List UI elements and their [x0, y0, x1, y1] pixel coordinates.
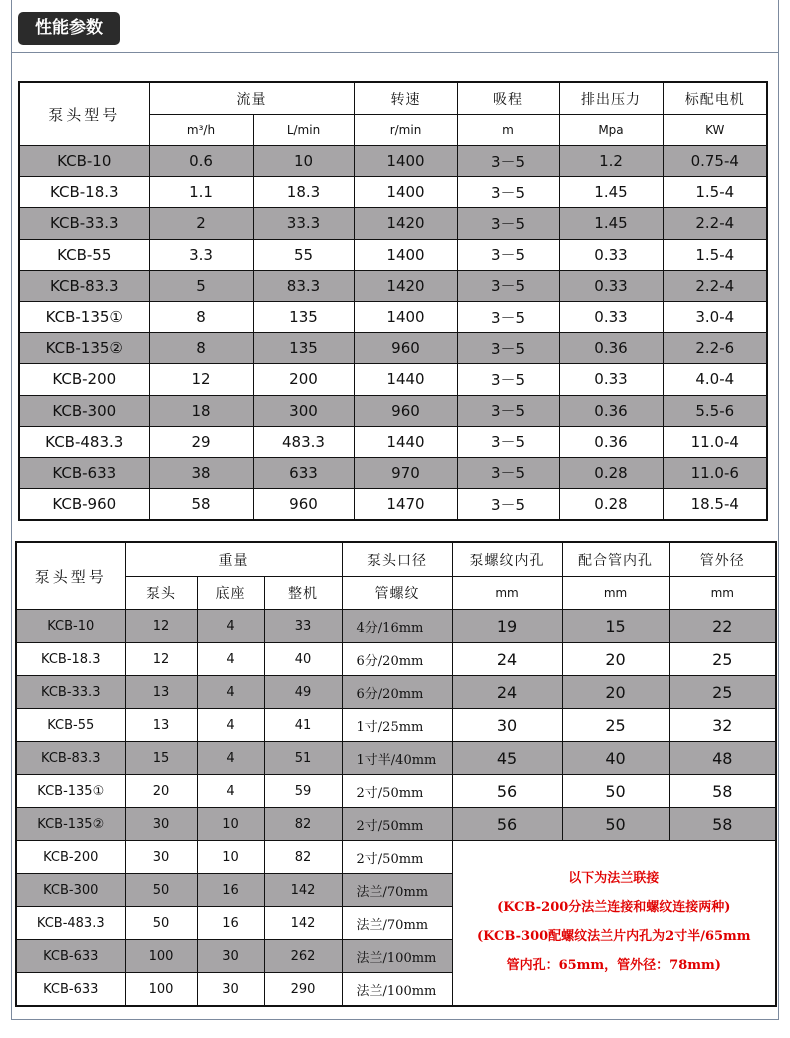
model-cell: KCB-55 — [19, 239, 149, 270]
table-row — [19, 364, 767, 395]
value-cell: 200 — [253, 364, 354, 395]
table-row — [19, 177, 767, 208]
value-cell: 300 — [253, 395, 354, 426]
value-cell: 1.1 — [149, 177, 253, 208]
value-cell: 1440 — [354, 426, 457, 457]
value-cell: 3－5 — [457, 239, 559, 270]
model-cell: KCB-483.3 — [16, 907, 125, 940]
model-cell: KCB-200 — [16, 841, 125, 874]
value-cell: 12 — [125, 610, 197, 643]
value-cell: 3－5 — [457, 364, 559, 395]
value-cell: 25 — [562, 709, 669, 742]
value-cell: 135 — [253, 301, 354, 332]
table-row — [19, 489, 767, 521]
value-cell: 1400 — [354, 146, 457, 177]
value-cell: 13 — [125, 709, 197, 742]
value-cell: 法兰/100mm — [342, 940, 452, 973]
value-cell: 30 — [197, 940, 264, 973]
header-pipe-od: 管外径 — [669, 542, 776, 577]
value-cell: 4 — [197, 709, 264, 742]
table-row — [19, 333, 767, 364]
model-cell: KCB-18.3 — [16, 643, 125, 676]
value-cell: 24 — [452, 676, 562, 709]
table-row — [16, 643, 776, 676]
value-cell: 58 — [669, 808, 776, 841]
table-row — [16, 775, 776, 808]
unit-cell: m — [457, 115, 559, 146]
value-cell: 4 — [197, 676, 264, 709]
header-model: 泵头型号 — [19, 82, 149, 146]
unit-cell: m³/h — [149, 115, 253, 146]
value-cell: 40 — [264, 643, 342, 676]
value-cell: 10 — [253, 146, 354, 177]
value-cell: 41 — [264, 709, 342, 742]
value-cell: 38 — [149, 457, 253, 488]
value-cell: 18.5-4 — [663, 489, 767, 521]
value-cell: 6分/20mm — [342, 676, 452, 709]
value-cell: 50 — [125, 907, 197, 940]
value-cell: 30 — [125, 808, 197, 841]
value-cell: 1470 — [354, 489, 457, 521]
value-cell: 12 — [149, 364, 253, 395]
value-cell: 1.5-4 — [663, 239, 767, 270]
value-cell: 0.33 — [559, 364, 663, 395]
model-cell: KCB-633 — [16, 940, 125, 973]
value-cell: 8 — [149, 333, 253, 364]
table-row — [19, 270, 767, 301]
frame-edge-left — [11, 0, 12, 52]
subheader-cell: mm — [562, 577, 669, 610]
value-cell: 10 — [197, 808, 264, 841]
value-cell: 33.3 — [253, 208, 354, 239]
model-cell: KCB-33.3 — [19, 208, 149, 239]
section-title: 性能参数 — [18, 12, 120, 45]
value-cell: 4.0-4 — [663, 364, 767, 395]
value-cell: 0.36 — [559, 333, 663, 364]
value-cell: 30 — [125, 841, 197, 874]
value-cell: 3－5 — [457, 301, 559, 332]
subheader-cell: 底座 — [197, 577, 264, 610]
model-cell: KCB-10 — [19, 146, 149, 177]
value-cell: 82 — [264, 808, 342, 841]
value-cell: 56 — [452, 775, 562, 808]
value-cell: 633 — [253, 457, 354, 488]
value-cell: 0.75-4 — [663, 146, 767, 177]
value-cell: 29 — [149, 426, 253, 457]
value-cell: 33 — [264, 610, 342, 643]
value-cell: 0.33 — [559, 239, 663, 270]
value-cell: 0.33 — [559, 270, 663, 301]
value-cell: 6分/20mm — [342, 643, 452, 676]
model-cell: KCB-55 — [16, 709, 125, 742]
table-row — [19, 146, 767, 177]
value-cell: 0.36 — [559, 426, 663, 457]
header-port: 泵头口径 — [342, 542, 452, 577]
value-cell: 25 — [669, 676, 776, 709]
value-cell: 3－5 — [457, 489, 559, 521]
value-cell: 960 — [354, 333, 457, 364]
value-cell: 30 — [452, 709, 562, 742]
value-cell: 11.0-4 — [663, 426, 767, 457]
model-cell: KCB-135① — [19, 301, 149, 332]
value-cell: 82 — [264, 841, 342, 874]
value-cell: 100 — [125, 940, 197, 973]
value-cell: 1400 — [354, 301, 457, 332]
model-cell: KCB-300 — [19, 395, 149, 426]
header-pressure: 排出压力 — [559, 82, 663, 115]
header-model: 泵头型号 — [16, 542, 125, 610]
value-cell: 0.28 — [559, 457, 663, 488]
value-cell: 4 — [197, 775, 264, 808]
value-cell: 18 — [149, 395, 253, 426]
flange-note — [452, 841, 776, 1007]
model-cell: KCB-18.3 — [19, 177, 149, 208]
model-cell: KCB-135① — [16, 775, 125, 808]
value-cell: 19 — [452, 610, 562, 643]
model-cell: KCB-10 — [16, 610, 125, 643]
value-cell: 135 — [253, 333, 354, 364]
model-cell: KCB-33.3 — [16, 676, 125, 709]
value-cell: 960 — [354, 395, 457, 426]
value-cell: 3－5 — [457, 146, 559, 177]
value-cell: 83.3 — [253, 270, 354, 301]
table-row — [16, 676, 776, 709]
value-cell: 483.3 — [253, 426, 354, 457]
value-cell: 22 — [669, 610, 776, 643]
value-cell: 960 — [253, 489, 354, 521]
table-row — [16, 808, 776, 841]
table-row — [19, 395, 767, 426]
unit-cell: Mpa — [559, 115, 663, 146]
subheader-cell: 整机 — [264, 577, 342, 610]
header-weight: 重量 — [125, 542, 342, 577]
value-cell: 3－5 — [457, 270, 559, 301]
value-cell: 13 — [125, 676, 197, 709]
frame-edge-right — [778, 0, 779, 52]
value-cell: 3－5 — [457, 395, 559, 426]
table-row — [16, 610, 776, 643]
value-cell: 30 — [197, 973, 264, 1007]
value-cell: 16 — [197, 874, 264, 907]
model-cell: KCB-960 — [19, 489, 149, 521]
value-cell: 290 — [264, 973, 342, 1007]
value-cell: 12 — [125, 643, 197, 676]
value-cell: 49 — [264, 676, 342, 709]
value-cell: 262 — [264, 940, 342, 973]
value-cell: 3－5 — [457, 457, 559, 488]
header-speed: 转速 — [354, 82, 457, 115]
header-suction: 吸程 — [457, 82, 559, 115]
value-cell: 56 — [452, 808, 562, 841]
value-cell: 4 — [197, 643, 264, 676]
value-cell: 15 — [125, 742, 197, 775]
value-cell: 1寸半/40mm — [342, 742, 452, 775]
value-cell: 100 — [125, 973, 197, 1007]
value-cell: 1400 — [354, 177, 457, 208]
value-cell: 1420 — [354, 270, 457, 301]
value-cell: 0.36 — [559, 395, 663, 426]
value-cell: 15 — [562, 610, 669, 643]
value-cell: 32 — [669, 709, 776, 742]
value-cell: 2 — [149, 208, 253, 239]
value-cell: 2.2-4 — [663, 270, 767, 301]
value-cell: 1.45 — [559, 177, 663, 208]
table-row — [16, 742, 776, 775]
value-cell: 50 — [562, 775, 669, 808]
model-cell: KCB-135② — [16, 808, 125, 841]
performance-table — [18, 81, 768, 521]
subheader-cell: mm — [452, 577, 562, 610]
flange-note-line: 以下为法兰联接 — [568, 871, 660, 887]
value-cell: 法兰/70mm — [342, 907, 452, 940]
value-cell: 5 — [149, 270, 253, 301]
value-cell: 法兰/100mm — [342, 973, 452, 1007]
value-cell: 48 — [669, 742, 776, 775]
value-cell: 4 — [197, 742, 264, 775]
flange-note-line: (KCB-300配螺纹法兰片内孔为2寸半/65mm — [476, 929, 751, 944]
header-flow: 流量 — [149, 82, 354, 115]
model-cell: KCB-83.3 — [16, 742, 125, 775]
value-cell: 20 — [562, 643, 669, 676]
flange-note-line: 管内孔：65mm，管外径：78mm) — [506, 957, 721, 973]
unit-cell: KW — [663, 115, 767, 146]
value-cell: 50 — [562, 808, 669, 841]
value-cell: 1.2 — [559, 146, 663, 177]
value-cell: 51 — [264, 742, 342, 775]
value-cell: 1400 — [354, 239, 457, 270]
value-cell: 40 — [562, 742, 669, 775]
unit-cell: r/min — [354, 115, 457, 146]
table-row — [19, 426, 767, 457]
value-cell: 24 — [452, 643, 562, 676]
value-cell: 3－5 — [457, 208, 559, 239]
header-pipe-bore: 配合管内孔 — [562, 542, 669, 577]
value-cell: 1寸/25mm — [342, 709, 452, 742]
value-cell: 20 — [562, 676, 669, 709]
value-cell: 3.0-4 — [663, 301, 767, 332]
model-cell: KCB-200 — [19, 364, 149, 395]
value-cell: 55 — [253, 239, 354, 270]
value-cell: 58 — [669, 775, 776, 808]
value-cell: 5.5-6 — [663, 395, 767, 426]
value-cell: 1420 — [354, 208, 457, 239]
value-cell: 2寸/50mm — [342, 841, 452, 874]
model-cell: KCB-483.3 — [19, 426, 149, 457]
value-cell: 2.2-6 — [663, 333, 767, 364]
value-cell: 4 — [197, 610, 264, 643]
value-cell: 0.28 — [559, 489, 663, 521]
table-row — [16, 709, 776, 742]
value-cell: 4分/16mm — [342, 610, 452, 643]
value-cell: 1.45 — [559, 208, 663, 239]
flange-note-line: (KCB-200分法兰连接和螺纹连接两种) — [497, 900, 731, 916]
value-cell: 3－5 — [457, 333, 559, 364]
dimension-table — [15, 541, 777, 1007]
value-cell: 8 — [149, 301, 253, 332]
subheader-cell: 泵头 — [125, 577, 197, 610]
model-cell: KCB-633 — [16, 973, 125, 1007]
value-cell: 2寸/50mm — [342, 775, 452, 808]
value-cell: 2寸/50mm — [342, 808, 452, 841]
value-cell: 142 — [264, 874, 342, 907]
model-cell: KCB-83.3 — [19, 270, 149, 301]
value-cell: 2.2-4 — [663, 208, 767, 239]
value-cell: 3－5 — [457, 426, 559, 457]
table-row — [19, 208, 767, 239]
value-cell: 1.5-4 — [663, 177, 767, 208]
unit-cell: L/min — [253, 115, 354, 146]
subheader-cell: 管螺纹 — [342, 577, 452, 610]
table-row — [19, 301, 767, 332]
value-cell: 45 — [452, 742, 562, 775]
value-cell: 18.3 — [253, 177, 354, 208]
model-cell: KCB-135② — [19, 333, 149, 364]
subheader-cell: mm — [669, 577, 776, 610]
model-cell: KCB-633 — [19, 457, 149, 488]
value-cell: 3.3 — [149, 239, 253, 270]
value-cell: 0.6 — [149, 146, 253, 177]
value-cell: 法兰/70mm — [342, 874, 452, 907]
table-row — [16, 841, 776, 874]
value-cell: 1440 — [354, 364, 457, 395]
value-cell: 50 — [125, 874, 197, 907]
header-thread-bore: 泵螺纹内孔 — [452, 542, 562, 577]
value-cell: 59 — [264, 775, 342, 808]
value-cell: 16 — [197, 907, 264, 940]
table-row — [19, 239, 767, 270]
value-cell: 142 — [264, 907, 342, 940]
value-cell: 58 — [149, 489, 253, 521]
value-cell: 0.33 — [559, 301, 663, 332]
value-cell: 3－5 — [457, 177, 559, 208]
value-cell: 970 — [354, 457, 457, 488]
table-row — [19, 457, 767, 488]
header-motor: 标配电机 — [663, 82, 767, 115]
model-cell: KCB-300 — [16, 874, 125, 907]
value-cell: 10 — [197, 841, 264, 874]
value-cell: 11.0-6 — [663, 457, 767, 488]
value-cell: 20 — [125, 775, 197, 808]
value-cell: 25 — [669, 643, 776, 676]
